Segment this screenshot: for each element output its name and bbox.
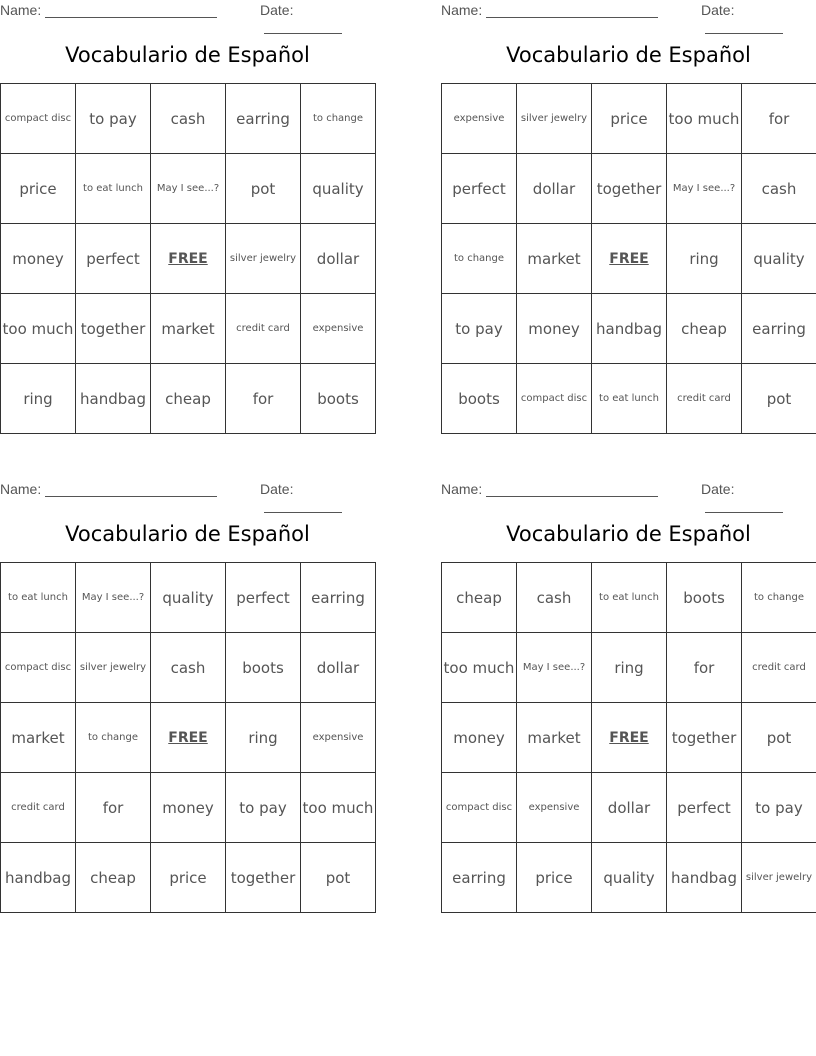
bingo-cell[interactable]: money	[1, 224, 76, 294]
bingo-cell[interactable]: pot	[742, 703, 816, 773]
bingo-cell[interactable]: too much	[667, 84, 742, 154]
bingo-cell[interactable]: to pay	[76, 84, 151, 154]
bingo-cell[interactable]: earring	[742, 294, 816, 364]
bingo-cell[interactable]: May I see...?	[76, 563, 151, 633]
bingo-cell[interactable]: cheap	[442, 563, 517, 633]
bingo-cell[interactable]: boots	[301, 364, 376, 434]
bingo-cell[interactable]: too much	[1, 294, 76, 364]
name-label: Name:	[441, 2, 483, 18]
bingo-grid	[0, 562, 376, 913]
bingo-cell[interactable]: perfect	[76, 224, 151, 294]
header-row	[441, 479, 816, 501]
bingo-cell[interactable]: compact disc	[1, 633, 76, 703]
bingo-cell[interactable]: compact disc	[1, 84, 76, 154]
bingo-cell[interactable]: market	[517, 224, 592, 294]
grid-row	[442, 773, 816, 843]
grid-row	[442, 633, 816, 703]
bingo-cell[interactable]: price	[517, 843, 592, 913]
bingo-cell[interactable]: handbag	[76, 364, 151, 434]
date-line[interactable]	[705, 498, 783, 513]
free-space[interactable]: FREE	[151, 703, 226, 773]
bingo-cell[interactable]: cheap	[76, 843, 151, 913]
free-space[interactable]: FREE	[592, 703, 667, 773]
bingo-cell[interactable]: to change	[301, 84, 376, 154]
name-label: Name:	[0, 2, 42, 18]
name-label: Name:	[0, 481, 42, 497]
grid-row	[1, 633, 376, 703]
free-space[interactable]: FREE	[151, 224, 226, 294]
grid-row	[1, 364, 376, 434]
bingo-grid	[441, 83, 816, 434]
bingo-cell[interactable]: market	[151, 294, 226, 364]
grid-row	[1, 773, 376, 843]
bingo-cell[interactable]: May I see...?	[667, 154, 742, 224]
bingo-cell[interactable]: expensive	[301, 294, 376, 364]
bingo-cell[interactable]: compact disc	[517, 364, 592, 434]
bingo-cell[interactable]: to pay	[442, 294, 517, 364]
bingo-cell[interactable]: to change	[442, 224, 517, 294]
bingo-cell[interactable]: cash	[151, 633, 226, 703]
bingo-card-4	[441, 479, 816, 887]
free-space[interactable]: FREE	[592, 224, 667, 294]
bingo-cell[interactable]: dollar	[517, 154, 592, 224]
bingo-cell[interactable]: boots	[667, 563, 742, 633]
bingo-card-1	[0, 0, 375, 408]
bingo-cell[interactable]: boots	[442, 364, 517, 434]
card-title: Vocabulario de Español	[506, 522, 751, 546]
bingo-cell[interactable]: handbag	[667, 843, 742, 913]
bingo-cell[interactable]: together	[76, 294, 151, 364]
bingo-cell[interactable]: pot	[742, 364, 816, 434]
bingo-cell[interactable]: credit card	[742, 633, 816, 703]
grid-row	[442, 224, 816, 294]
bingo-cell[interactable]: money	[517, 294, 592, 364]
bingo-cell[interactable]: expensive	[301, 703, 376, 773]
bingo-cell[interactable]: cheap	[151, 364, 226, 434]
bingo-card-3	[0, 479, 375, 887]
bingo-cell[interactable]: earring	[301, 563, 376, 633]
bingo-cell[interactable]: to eat lunch	[592, 364, 667, 434]
date-label: Date:	[701, 2, 735, 18]
bingo-cell[interactable]: expensive	[517, 773, 592, 843]
bingo-cell[interactable]: for	[76, 773, 151, 843]
bingo-grid	[0, 83, 376, 434]
date-label: Date:	[260, 481, 294, 497]
date-label: Date:	[260, 2, 294, 18]
bingo-cell[interactable]: ring	[667, 224, 742, 294]
bingo-cell[interactable]: silver jewelry	[226, 224, 301, 294]
bingo-cell[interactable]: cash	[517, 563, 592, 633]
bingo-cell[interactable]: May I see...?	[151, 154, 226, 224]
bingo-cell[interactable]: silver jewelry	[517, 84, 592, 154]
bingo-cell[interactable]: ring	[226, 703, 301, 773]
bingo-cell[interactable]: price	[1, 154, 76, 224]
bingo-cell[interactable]: earring	[226, 84, 301, 154]
grid-row	[1, 224, 376, 294]
header-row	[0, 479, 375, 501]
bingo-cell[interactable]: dollar	[301, 633, 376, 703]
card-title: Vocabulario de Español	[506, 43, 751, 67]
bingo-cell[interactable]: to eat lunch	[1, 563, 76, 633]
bingo-cell[interactable]: perfect	[226, 563, 301, 633]
bingo-cell[interactable]: perfect	[667, 773, 742, 843]
card-title: Vocabulario de Español	[65, 43, 310, 67]
bingo-cell[interactable]: pot	[301, 843, 376, 913]
bingo-cell[interactable]: quality	[742, 224, 816, 294]
bingo-cell[interactable]: quality	[151, 563, 226, 633]
bingo-cell[interactable]: compact disc	[442, 773, 517, 843]
bingo-cell[interactable]: to change	[76, 703, 151, 773]
name-line[interactable]	[486, 3, 658, 18]
grid-row	[442, 843, 816, 913]
bingo-cell[interactable]: market	[1, 703, 76, 773]
bingo-cell[interactable]: price	[151, 843, 226, 913]
bingo-cell[interactable]: to eat lunch	[592, 563, 667, 633]
card-title: Vocabulario de Español	[65, 522, 310, 546]
bingo-cell[interactable]: quality	[592, 843, 667, 913]
bingo-cell[interactable]: together	[667, 703, 742, 773]
date-line[interactable]	[705, 19, 783, 34]
bingo-cell[interactable]: quality	[301, 154, 376, 224]
bingo-cell[interactable]: market	[517, 703, 592, 773]
bingo-cell[interactable]: expensive	[442, 84, 517, 154]
bingo-cell[interactable]: credit card	[667, 364, 742, 434]
bingo-cell[interactable]: dollar	[301, 224, 376, 294]
grid-row	[442, 364, 816, 434]
bingo-cell[interactable]: price	[592, 84, 667, 154]
name-line[interactable]	[45, 3, 217, 18]
header-row	[0, 0, 375, 22]
bingo-cell[interactable]: money	[442, 703, 517, 773]
bingo-cell[interactable]: too much	[442, 633, 517, 703]
name-line[interactable]	[486, 482, 658, 497]
bingo-cell[interactable]: to pay	[226, 773, 301, 843]
grid-row	[442, 703, 816, 773]
header-row	[441, 0, 816, 22]
grid-row	[1, 703, 376, 773]
bingo-cell[interactable]: cash	[742, 154, 816, 224]
date-line[interactable]	[264, 19, 342, 34]
bingo-grid	[441, 562, 816, 913]
grid-row	[442, 563, 816, 633]
name-line[interactable]	[45, 482, 217, 497]
bingo-cell[interactable]: for	[742, 84, 816, 154]
grid-row	[1, 84, 376, 154]
grid-row	[442, 154, 816, 224]
bingo-cell[interactable]: earring	[442, 843, 517, 913]
bingo-cell[interactable]: credit card	[226, 294, 301, 364]
bingo-cell[interactable]: dollar	[592, 773, 667, 843]
bingo-cell[interactable]: to eat lunch	[76, 154, 151, 224]
bingo-cell[interactable]: boots	[226, 633, 301, 703]
date-label: Date:	[701, 481, 735, 497]
bingo-cell[interactable]: cash	[151, 84, 226, 154]
grid-row	[1, 154, 376, 224]
name-label: Name:	[441, 481, 483, 497]
bingo-cell[interactable]: handbag	[1, 843, 76, 913]
grid-row	[1, 563, 376, 633]
bingo-cell[interactable]: together	[592, 154, 667, 224]
grid-row	[1, 294, 376, 364]
bingo-cell[interactable]: too much	[301, 773, 376, 843]
bingo-cell[interactable]: ring	[1, 364, 76, 434]
grid-row	[442, 84, 816, 154]
bingo-cell[interactable]: perfect	[442, 154, 517, 224]
bingo-cell[interactable]: May I see...?	[517, 633, 592, 703]
grid-row	[1, 843, 376, 913]
bingo-cell[interactable]: ring	[592, 633, 667, 703]
bingo-cell[interactable]: for	[226, 364, 301, 434]
grid-row	[442, 294, 816, 364]
bingo-cell[interactable]: together	[226, 843, 301, 913]
bingo-cell[interactable]: money	[151, 773, 226, 843]
bingo-card-2	[441, 0, 816, 408]
bingo-cell[interactable]: to pay	[742, 773, 816, 843]
bingo-cell[interactable]: handbag	[592, 294, 667, 364]
bingo-cell[interactable]: cheap	[667, 294, 742, 364]
bingo-cell[interactable]: credit card	[1, 773, 76, 843]
bingo-cell[interactable]: silver jewelry	[76, 633, 151, 703]
bingo-cell[interactable]: to change	[742, 563, 816, 633]
bingo-cell[interactable]: for	[667, 633, 742, 703]
bingo-cell[interactable]: silver jewelry	[742, 843, 816, 913]
date-line[interactable]	[264, 498, 342, 513]
bingo-cell[interactable]: pot	[226, 154, 301, 224]
